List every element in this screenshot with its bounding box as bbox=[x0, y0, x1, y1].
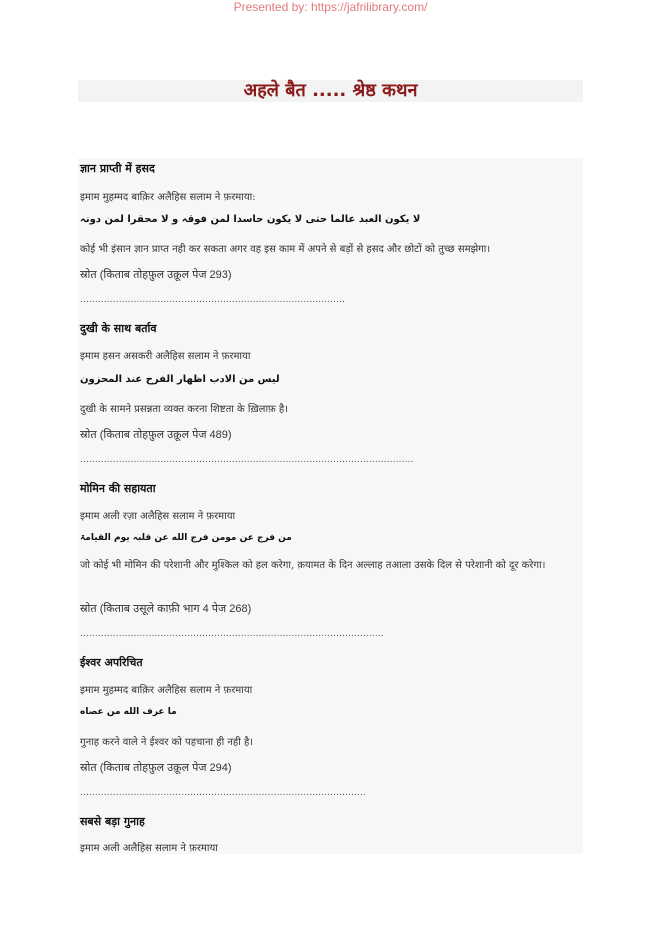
narrator-line: इमाम अली अलैहिस सलाम ने फ़रमाया bbox=[80, 843, 218, 854]
section-heading: दुखी के साथ बर्ताव bbox=[80, 322, 157, 335]
narrator-line: इमाम अली रज़ा अलैहिस सलाम ने फ़रमाया bbox=[80, 511, 236, 522]
section-heading: सबसे बड़ा गुनाह bbox=[80, 815, 145, 828]
translation: दुखी के सामने प्रसन्नता व्यक्त करना शिष्टता के ख़िलाफ़ है। bbox=[80, 404, 289, 415]
arabic-quote: لیس من الادب اظهار الفرح عند المحزون bbox=[80, 374, 280, 385]
source-citation: स्रोत (किताब तोहफ़ुल उक़ूल पेज 293) bbox=[80, 269, 232, 281]
translation: कोई भी इंसान ज्ञान प्राप्त नही कर सकता अगर वह इस काम में अपने से बड़ों से हसद और छोटों को तुच्छ समझेगा। bbox=[80, 244, 491, 255]
section-heading: ज्ञान प्राप्ती में हसद bbox=[80, 162, 155, 175]
divider: ......................................................................................... bbox=[80, 294, 346, 305]
narrator-line: इमाम हसन असकरी अलैहिस सलाम ने फ़रमाया bbox=[80, 351, 251, 362]
source-citation: स्रोत (किताब तोहफ़ुल उक़ूल पेज 489) bbox=[80, 429, 232, 441]
arabic-quote: ما عرف الله من عصاه bbox=[80, 707, 177, 717]
arabic-quote: من فرج عن مومن فرج الله عن قلبہ یوم القیامۃ bbox=[80, 533, 292, 543]
divider: ................................................................................................ bbox=[80, 787, 366, 798]
translation: जो कोई भी मोमिन की परेशानी और मुश्किल को हल करेगा, क़यामत के दिन अल्लाह तआला उसके दिल से परेशानी को दूर करेगा। bbox=[80, 560, 546, 571]
section-heading: ईश्वर अपरिचित bbox=[80, 656, 143, 669]
narrator-line: इमाम मुहम्मद बाक़िर अलैहिस सलाम ने फ़रमाया: bbox=[80, 192, 256, 203]
divider: ...................................................................................................... bbox=[80, 628, 384, 639]
document-body bbox=[78, 158, 583, 854]
translation: गुनाह करने वाले ने ईश्वर को पहचाना ही नही है। bbox=[80, 737, 254, 748]
narrator-line: इमाम मुहम्मद बाक़िर अलैहिस सलाम ने फ़रमाया bbox=[80, 685, 253, 696]
divider: ................................................................................................................ bbox=[80, 454, 414, 465]
arabic-quote: لا یکون العبد عالما حتی لا یکون حاسدا لمن فوقہ و لا محقرا لمن دونہ bbox=[80, 214, 421, 225]
source-citation: स्रोत (किताब तोहफ़ुल उक़ूल पेज 294) bbox=[80, 762, 232, 774]
page-title: अहले बैत ..... श्रेष्ठ कथन bbox=[243, 80, 418, 101]
source-citation: स्रोत (किताब उसूले काफ़ी भाग 4 पेज 268) bbox=[80, 603, 252, 615]
watermark: Presented by: https://jafrilibrary.com/ bbox=[233, 0, 428, 14]
section-heading: मोमिन की सहायता bbox=[80, 482, 156, 495]
